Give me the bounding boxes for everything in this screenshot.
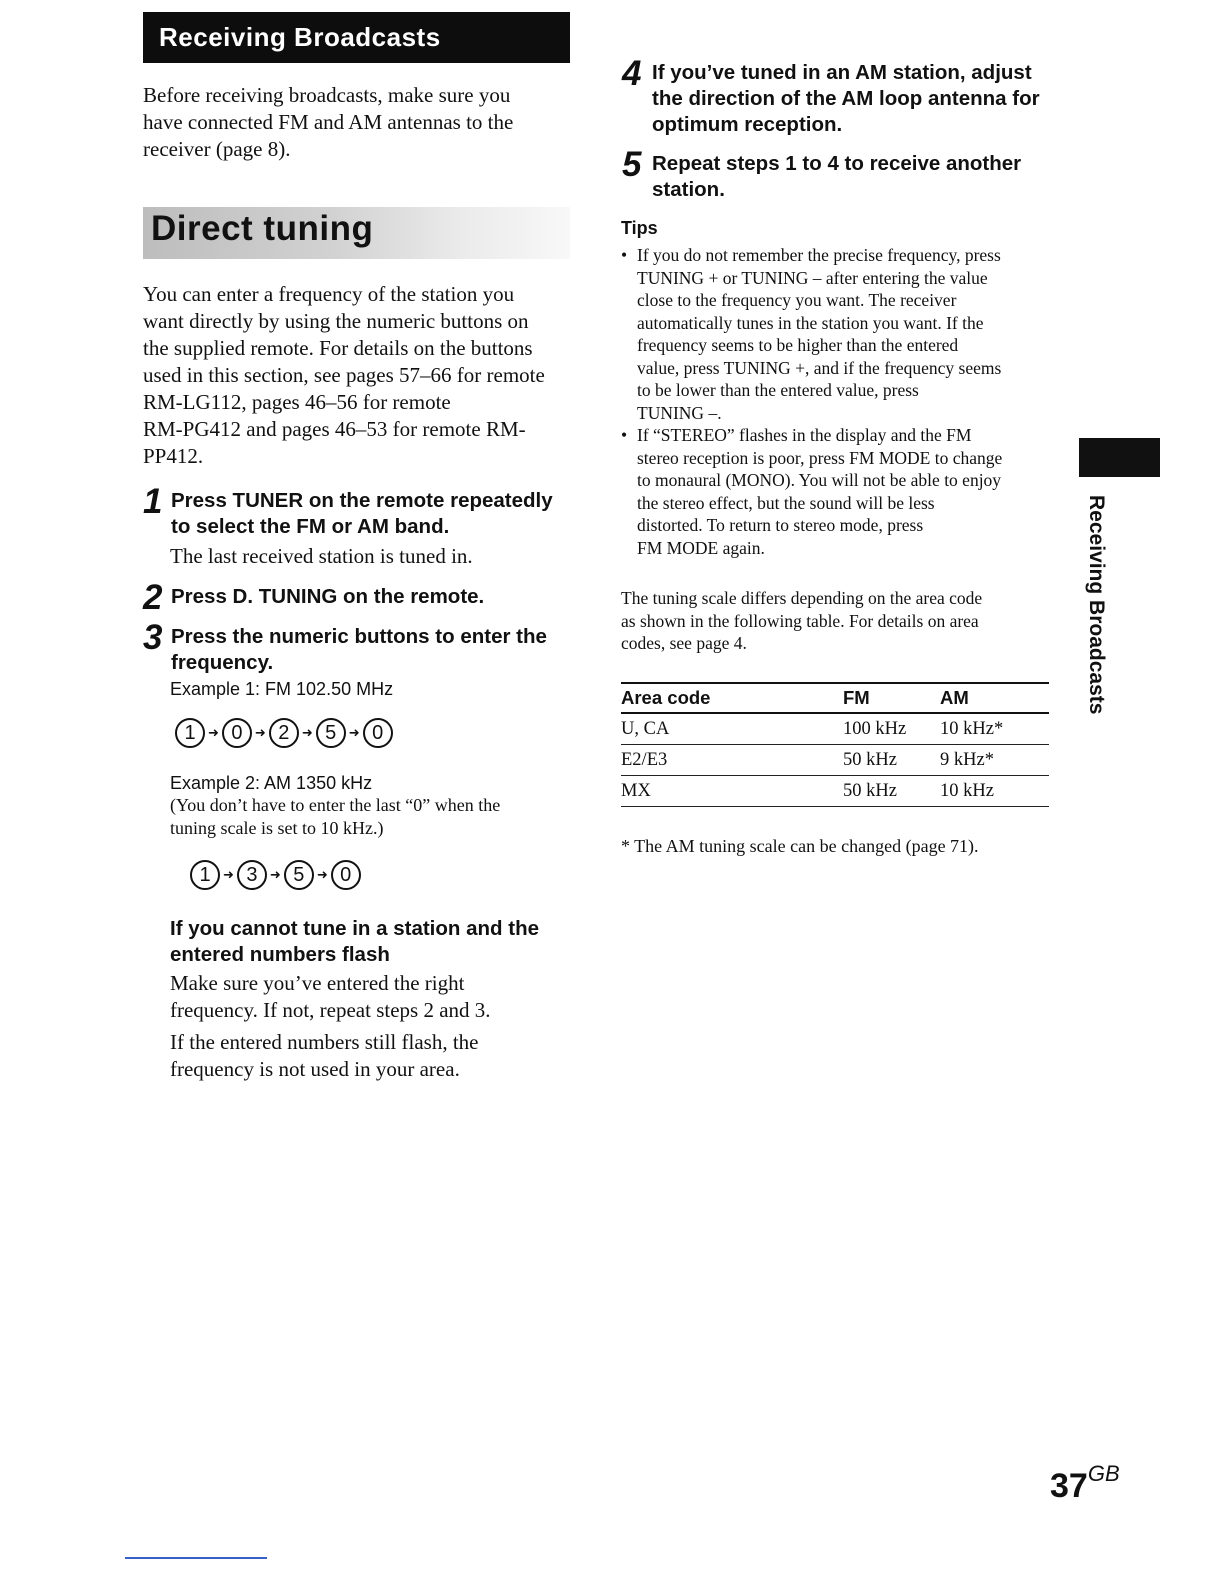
trouble-paragraph-2	[170, 1029, 580, 1083]
tip-line: If you do not remember the precise frequency, press	[637, 245, 1001, 265]
paragraph-line: The tuning scale differs depending on the area code	[621, 588, 983, 608]
description-line: RM-PG412 and pages 46–53 for remote RM-	[143, 417, 526, 441]
table-row	[621, 713, 1049, 745]
table-cell: 9 kHz*	[940, 745, 1049, 776]
numeric-key: 0	[222, 718, 252, 748]
step-instruction	[171, 488, 553, 540]
arrow-icon: ➜	[269, 867, 281, 883]
numeric-key: 1	[190, 860, 220, 890]
intro-paragraph	[143, 82, 563, 163]
tip-line: TUNING –.	[637, 402, 722, 423]
numeric-key: 0	[331, 860, 361, 890]
tips-title: Tips	[621, 218, 658, 238]
side-section-label	[1080, 495, 1110, 755]
intro-line: Before receiving broadcasts, make sure you	[143, 83, 511, 107]
numeric-key: 5	[284, 860, 314, 890]
step-line: to select the FM or AM band.	[171, 515, 450, 538]
tip-line: If “STEREO” flashes in the display and the FM	[637, 425, 972, 445]
step-line: station.	[652, 178, 725, 201]
table-cell: 10 kHz	[940, 776, 1049, 807]
footer-rule	[125, 1557, 267, 1559]
table-cell: MX	[621, 776, 843, 807]
arrow-icon: ➜	[223, 867, 234, 883]
step-instruction	[652, 151, 1021, 203]
paragraph-line: codes, see page 4.	[621, 633, 747, 653]
trouble-paragraph-1	[170, 970, 580, 1024]
heading-line: If you cannot tune in a station and the	[170, 917, 540, 940]
tip-line: stereo reception is poor, press FM MODE to change	[637, 447, 1003, 468]
numeric-key: 1	[175, 718, 205, 748]
step-instruction	[171, 584, 484, 610]
column-header: Area code	[621, 683, 843, 713]
step-number: 4	[622, 54, 642, 93]
paragraph-line: Make sure you’ve entered the right	[170, 971, 465, 995]
paragraph-line: as shown in the following table. For details on area	[621, 610, 979, 631]
table-header-row	[621, 683, 1049, 713]
direct-tuning-description	[143, 281, 573, 470]
tip-line: FM MODE again.	[637, 537, 765, 558]
direct-tuning-banner	[143, 207, 570, 259]
tip-line: automatically tunes in the station you want. If the	[637, 312, 984, 333]
step-number: 2	[143, 578, 163, 617]
paragraph-line: frequency. If not, repeat steps 2 and 3.	[170, 998, 491, 1022]
paragraph-line: If the entered numbers still flash, the	[170, 1030, 479, 1054]
description-line: used in this section, see pages 57–66 for remote	[143, 363, 545, 387]
page-number	[1050, 1461, 1120, 1506]
arrow-icon: ➜	[301, 725, 313, 741]
trouble-heading	[170, 916, 570, 968]
tip-line: to monaural (MONO). You will not be able to enjoy	[637, 470, 1002, 490]
step-line: optimum reception.	[652, 113, 843, 136]
tip-item	[621, 244, 1051, 424]
table-cell: 10 kHz*	[940, 713, 1049, 745]
numeric-key: 2	[269, 718, 299, 748]
intro-line: have connected FM and AM antennas to the	[143, 110, 514, 134]
section-title-banner	[143, 12, 570, 63]
table-row	[621, 776, 1049, 807]
bullet-icon: •	[621, 245, 628, 265]
arrow-icon: ➜	[348, 725, 360, 741]
example-2-label: Example 2: AM 1350 kHz	[170, 773, 373, 793]
tip-line: frequency seems to be higher than the entered	[637, 335, 959, 355]
direct-tuning-title: Direct tuning	[151, 209, 374, 248]
side-label-text: Receiving Broadcasts	[1085, 495, 1108, 715]
step-number: 3	[143, 618, 163, 657]
column-header: AM	[940, 683, 1049, 713]
example-2-key-sequence	[190, 860, 361, 890]
description-line: want directly by using the numeric buttons on	[143, 309, 529, 333]
step-1-detail: The last received station is tuned in.	[170, 544, 473, 568]
example-1-key-sequence	[175, 718, 393, 748]
area-code-table	[621, 682, 1049, 807]
arrow-icon: ➜	[208, 725, 219, 741]
numeric-key: 3	[237, 860, 267, 890]
step-number: 1	[143, 482, 163, 521]
arrow-icon: ➜	[316, 867, 328, 883]
description-line: You can enter a frequency of the station you	[143, 282, 515, 306]
tip-item	[621, 424, 1051, 559]
example-1-label: Example 1: FM 102.50 MHz	[170, 679, 394, 699]
numeric-key: 0	[363, 718, 393, 748]
step-line: the direction of the AM loop antenna for	[652, 87, 1040, 110]
tuning-scale-paragraph	[621, 587, 1041, 655]
step-line: Press D. TUNING on the remote.	[171, 585, 485, 608]
step-number: 5	[622, 145, 642, 184]
section-title: Receiving Broadcasts	[159, 22, 441, 52]
tips-list	[621, 244, 1051, 559]
table-cell: E2/E3	[621, 745, 843, 776]
tip-line: to be lower than the entered value, press	[637, 380, 919, 400]
step-line: Press TUNER on the remote repeatedly	[171, 489, 553, 512]
example-2-note	[170, 794, 500, 840]
description-line: PP412.	[143, 444, 204, 468]
note-line: (You don’t have to enter the last “0” when the	[170, 795, 501, 815]
tip-line: TUNING + or TUNING – after entering the value	[637, 267, 988, 288]
bullet-icon: •	[621, 425, 628, 445]
table-cell: 50 kHz	[843, 776, 940, 807]
heading-line: entered numbers flash	[170, 943, 390, 966]
table-cell: 50 kHz	[843, 745, 940, 776]
table-cell: U, CA	[621, 713, 843, 745]
numeric-key: 5	[316, 718, 346, 748]
tip-line: value, press TUNING +, and if the frequency seems	[637, 357, 1002, 378]
description-line: RM-LG112, pages 46–56 for remote	[143, 390, 451, 414]
column-header: FM	[843, 683, 940, 713]
footnote: * The AM tuning scale can be changed (page 71).	[621, 836, 979, 856]
table-row	[621, 745, 1049, 776]
step-line: If you’ve tuned in an AM station, adjust	[652, 61, 1032, 84]
tip-line: the stereo effect, but the sound will be less	[637, 492, 935, 513]
intro-line: receiver (page 8).	[143, 137, 291, 161]
page-number-value: 37	[1050, 1467, 1088, 1505]
tip-line: close to the frequency you want. The receiver	[637, 290, 957, 310]
step-line: frequency.	[171, 651, 274, 674]
paragraph-line: frequency is not used in your area.	[170, 1057, 460, 1081]
side-tab-marker	[1079, 438, 1160, 477]
page-number-suffix: GB	[1087, 1461, 1120, 1486]
arrow-icon: ➜	[254, 725, 266, 741]
step-instruction	[652, 60, 1040, 138]
step-line: Repeat steps 1 to 4 to receive another	[652, 152, 1022, 175]
step-instruction	[171, 624, 547, 676]
note-line: tuning scale is set to 10 kHz.)	[170, 818, 384, 838]
description-line: the supplied remote. For details on the buttons	[143, 336, 533, 360]
step-line: Press the numeric buttons to enter the	[171, 625, 547, 648]
tip-line: distorted. To return to stereo mode, press	[637, 515, 924, 535]
table-cell: 100 kHz	[843, 713, 940, 745]
